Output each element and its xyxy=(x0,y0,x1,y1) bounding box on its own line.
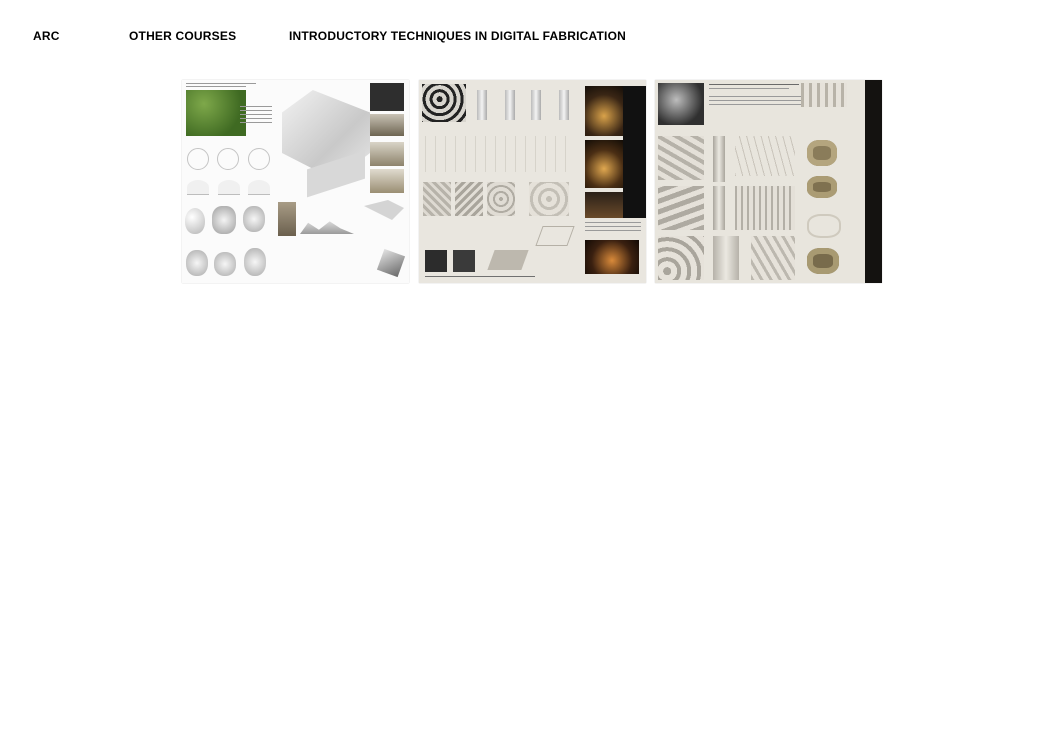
cast-tile-1 xyxy=(807,140,837,166)
top-nav xyxy=(0,29,1061,45)
nav-current-course-link[interactable]: INTRODUCTORY TECHNIQUES IN DIGITAL FABRICATION xyxy=(289,29,626,43)
fabric-photo xyxy=(658,83,704,125)
project-board-1[interactable] xyxy=(182,80,409,283)
nav-home-link[interactable]: ARC xyxy=(33,29,60,43)
nav-other-courses-link[interactable]: OTHER COURSES xyxy=(129,29,237,43)
pattern-detail xyxy=(422,84,466,122)
lamp-photo xyxy=(585,86,623,136)
plant-photo xyxy=(186,90,246,136)
project-board-3[interactable] xyxy=(655,80,882,283)
project-board-2[interactable] xyxy=(419,80,646,283)
